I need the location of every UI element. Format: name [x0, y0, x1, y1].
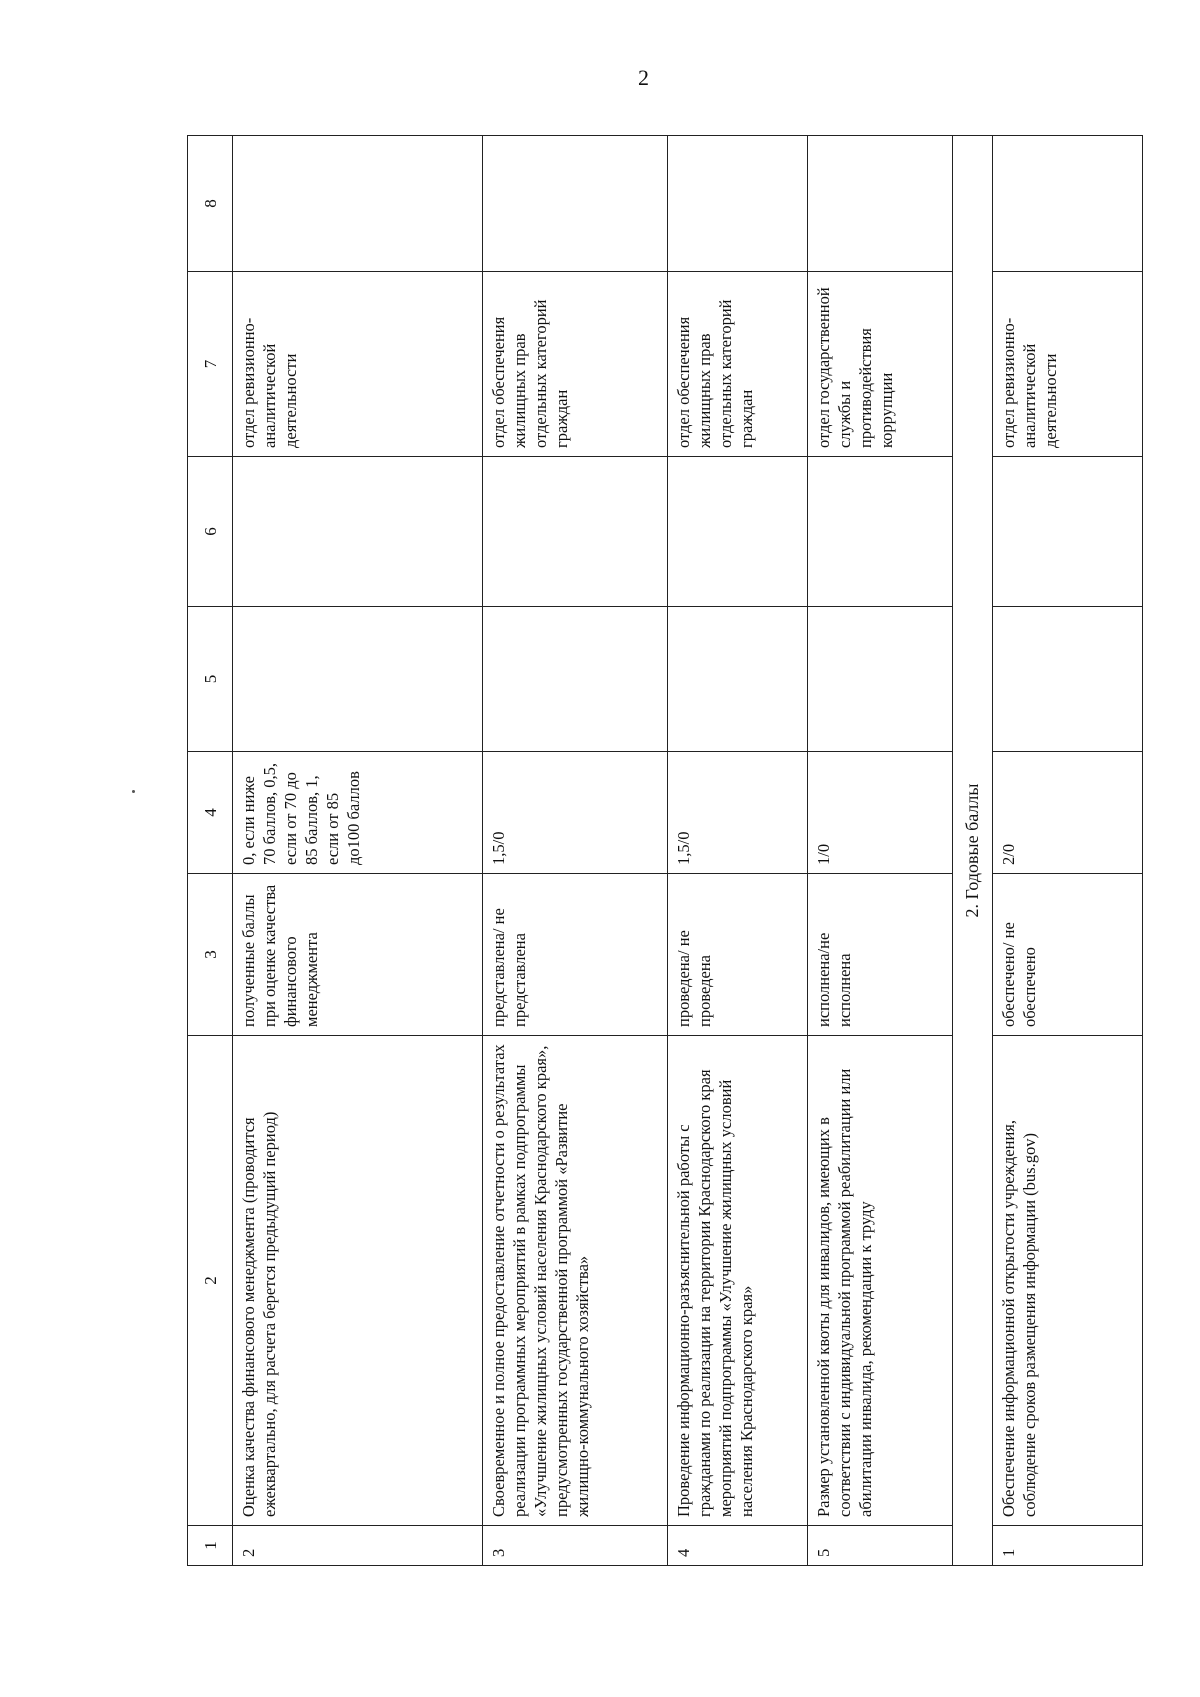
score-cell: 1,5/0: [668, 752, 808, 874]
table-row: [668, 136, 808, 1566]
row-number: 3: [483, 1526, 668, 1566]
header-cell: 7: [188, 272, 233, 457]
table-row: [483, 136, 668, 1566]
criteria-table: [187, 135, 1143, 1566]
department-cell: отдел ревизионно-аналитической деятельности: [233, 272, 483, 457]
header-cell: 2: [188, 1036, 233, 1526]
section-title: 2. Годовые баллы: [953, 136, 993, 1566]
indicator-cell: Проведение информационно-разъяснительной работы с гражданами по реализации на территории Краснодарского края мероприятий подпрограммы «Улучшение жилищных условий населения Краснодарского края»: [668, 1036, 808, 1526]
empty-cell: [483, 607, 668, 752]
indicator-cell: Обеспечение информационной открытости учреждения, соблюдение сроков размещения информации (bus.gov): [993, 1036, 1143, 1526]
empty-cell: [233, 607, 483, 752]
header-cell: 1: [188, 1526, 233, 1566]
department-cell: отдел ревизионно-аналитической деятельности: [993, 272, 1143, 457]
measure-cell: исполнена/не исполнена: [808, 874, 953, 1036]
table-row: [233, 136, 483, 1566]
department-cell: отдел обеспечения жилищных прав отдельных категорий граждан: [483, 272, 668, 457]
empty-cell: [808, 136, 953, 272]
score-cell: 1,5/0: [483, 752, 668, 874]
header-cell: 4: [188, 752, 233, 874]
scan-speck: [132, 790, 135, 793]
score-cell: 2/0: [993, 752, 1143, 874]
row-number: 5: [808, 1526, 953, 1566]
empty-cell: [668, 457, 808, 607]
page-number: 2: [638, 65, 649, 90]
indicator-cell: Размер установленной квоты для инвалидов, имеющих в соответствии с индивидуальной программой реабилитации или абилитации инвалида, рекомендации к труду: [808, 1036, 953, 1526]
header-cell: 3: [188, 874, 233, 1036]
empty-cell: [993, 457, 1143, 607]
empty-cell: [993, 136, 1143, 272]
indicator-cell: Своевременное и полное предоставление отчетности о результатах реализации программных мероприятий в рамках подпрограммы «Улучшение жилищных условий населения Краснодарского края», предусмотренных государственной программой «Развитие жилищно-коммунального хозяйства»: [483, 1036, 668, 1526]
measure-cell: полученные баллы при оценке качества финансового менеджмента: [233, 874, 483, 1036]
row-number: 2: [233, 1526, 483, 1566]
score-cell: 0, если ниже 70 баллов, 0,5, если от 70 до 85 баллов, 1, если от 85 до100 баллов: [233, 752, 483, 874]
table-row: [993, 136, 1143, 1566]
empty-cell: [808, 457, 953, 607]
empty-cell: [483, 457, 668, 607]
department-cell: отдел обеспечения жилищных прав отдельных категорий граждан: [668, 272, 808, 457]
measure-cell: представлена/ не представлена: [483, 874, 668, 1036]
measure-cell: обеспечено/ не обеспечено: [993, 874, 1143, 1036]
header-cell: 8: [188, 136, 233, 272]
header-row: [188, 136, 233, 1566]
empty-cell: [808, 607, 953, 752]
empty-cell: [668, 607, 808, 752]
empty-cell: [483, 136, 668, 272]
empty-cell: [233, 457, 483, 607]
measure-cell: проведена/ не проведена: [668, 874, 808, 1036]
row-number: 1: [993, 1526, 1143, 1566]
department-cell: отдел государственной службы и противодействия коррупции: [808, 272, 953, 457]
empty-cell: [668, 136, 808, 272]
score-cell: 1/0: [808, 752, 953, 874]
empty-cell: [993, 607, 1143, 752]
table-row: [808, 136, 953, 1566]
header-cell: 6: [188, 457, 233, 607]
indicator-cell: Оценка качества финансового менеджмента (проводится ежеквартально, для расчета берется предыдущий период): [233, 1036, 483, 1526]
section-row: [953, 136, 993, 1566]
header-cell: 5: [188, 607, 233, 752]
table-rotated-wrapper: [187, 136, 1142, 1566]
empty-cell: [233, 136, 483, 272]
row-number: 4: [668, 1526, 808, 1566]
